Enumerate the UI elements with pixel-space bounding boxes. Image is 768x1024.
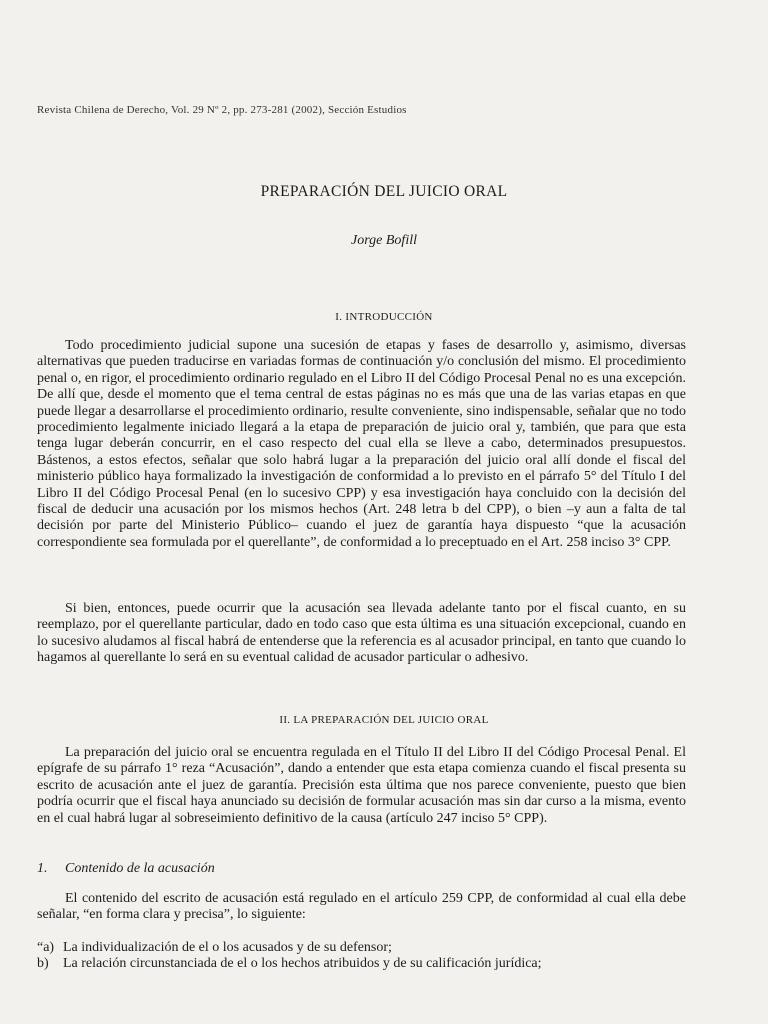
paragraph: La preparación del juicio oral se encuentra regulada en el Título II del Libro II del Código Procesal Penal. El epígrafe de su párrafo 1° reza “Acusación”, dando a entender que esta etapa comienza cuando el fiscal presenta su escrito de acusación ante el juez de garantía. Precisión esta última que nos parece conveniente, puesto que bien podría ocurrir que el fiscal haya anunciado su decisión de formular acusación mas sin dar curso a la misma, evento en el cual habrá lugar al sobreseimiento definitivo de la causa (artículo 247 inciso 5° CPP). xyxy=(37,745,686,826)
author-name: Jorge Bofill xyxy=(351,233,417,248)
subsection-heading xyxy=(37,861,215,877)
subsection-number: 1. xyxy=(37,861,48,876)
paragraph: El contenido del escrito de acusación está regulado en el artículo 259 CPP, de conformidad al cual ella debe señalar, “en forma clara y precisa”, lo siguiente: xyxy=(37,891,686,923)
paragraph: Si bien, entonces, puede ocurrir que la acusación sea llevada adelante tanto por el fiscal cuanto, en su reemplazo, por el querellante particular, dado en todo caso que esta última es una situación excepcional, cuando en lo sucesivo aludamos al fiscal habrá de entenderse que la referencia es al acusador principal, en tanto que cuando lo hagamos al querellante lo será en su eventual calidad de acusador particular o adhesivo. xyxy=(37,601,686,666)
article-title: PREPARACIÓN DEL JUICIO ORAL xyxy=(260,183,508,200)
paragraph: Todo procedimiento judicial supone una sucesión de etapas y fases de desarrollo y, asimismo, diversas alternativas que pueden traducirse en variadas formas de continuación y/o conclusión del mismo. El procedimiento penal o, en rigor, el procedimiento ordinario regulado en el Libro II del Código Procesal Penal no es una excepción. De allí que, desde el momento que el tema central de estas páginas no es más que una de las varias etapas en que puede llegar a desarrollarse el procedimiento ordinario, resulte conveniente, sino indispensable, señalar que no todo procedimiento legalmente iniciado llegará a la etapa de preparación de juicio oral y, también, que para que esta tenga lugar deberán concurrir, en el caso respecto del cual ella se lleve a cabo, determinados presupuestos. Bástenos, a estos efectos, señalar que solo habrá lugar a la preparación del juicio oral allí donde el fiscal del ministerio público haya formalizado la investigación de conformidad a lo previsto en el párrafo 5° del Título I del Libro II del Código Procesal Penal (en lo sucesivo CPP) y esa investigación haya concluido con la decisión del fiscal de deducir una acusación por los mismos hechos (Art. 248 letra b del CPP), o bien –y aun a falta de tal decisión por parte del Ministerio Público– cuando el juez de garantía haya dispuesto “que la acusación correspondiente sea formulada por el querellante”, de conformidad a lo preceptuado en el Art. 258 inciso 3° CPP. xyxy=(37,338,686,550)
list-item xyxy=(37,940,697,956)
list-item-text: La individualización de el o los acusados y de su defensor; xyxy=(63,940,392,955)
requirements-list xyxy=(37,940,697,973)
list-marker: b) xyxy=(37,956,49,972)
list-marker: “a) xyxy=(37,940,55,955)
section-heading-introduccion: I. INTRODUCCIÓN xyxy=(335,311,433,323)
list-item xyxy=(37,956,697,972)
section-heading-preparacion: II. LA PREPARACIÓN DEL JUICIO ORAL xyxy=(279,714,489,726)
list-item-text: La relación circunstanciada de el o los hechos atribuidos y de su calificación jurídica; xyxy=(63,956,542,972)
subsection-title: Contenido de la acusación xyxy=(65,861,215,876)
running-head: Revista Chilena de Derecho, Vol. 29 Nº 2, pp. 273-281 (2002), Sección Estudios xyxy=(37,104,407,116)
